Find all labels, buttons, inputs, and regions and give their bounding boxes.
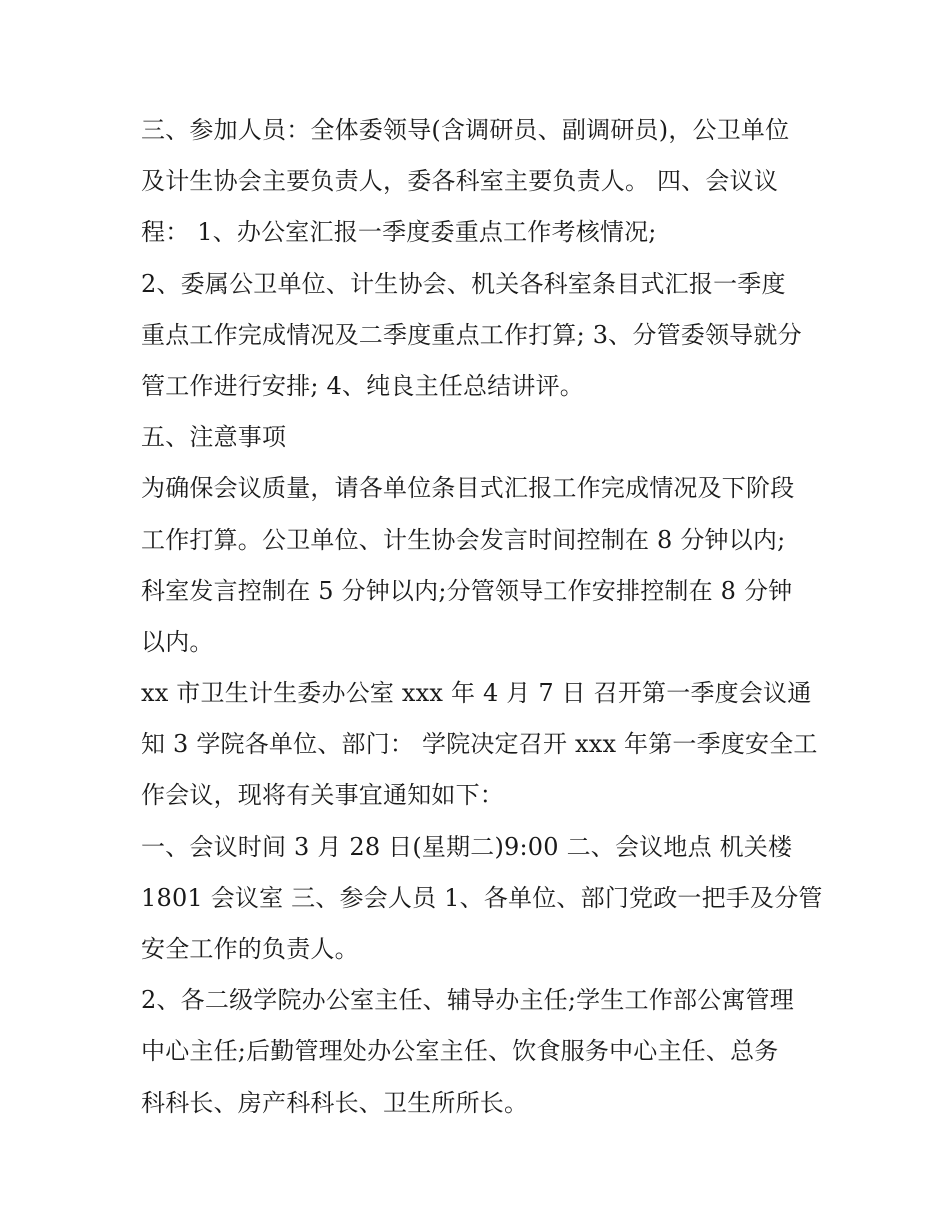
text-line: 知 3 学院各单位、部门： 学院决定召开 xxx 年第一季度安全工	[141, 730, 818, 759]
text-line: 管工作进行安排; 4、纯良主任总结讲评。	[141, 371, 584, 400]
text-line: 三、参加人员：全体委领导(含调研员、副调研员)，公卫单位	[141, 116, 790, 144]
text-line: xx 市卫生计生委办公室 xxx 年 4 月 7 日 召开第一季度会议通	[141, 679, 812, 708]
text-line: 科室发言控制在 5 分钟以内;分管领导工作安排控制在 8 分钟	[141, 576, 793, 605]
text-line: 以内。	[141, 627, 214, 656]
text-line: 及计生协会主要负责人，委各科室主要负责人。 四、会议议	[141, 167, 779, 196]
text-line: 科科长、房产科科长、卫生所所长。	[141, 1088, 529, 1117]
text-line: 安全工作的负责人。	[141, 935, 359, 963]
text-line: 重点工作完成情况及二季度重点工作打算; 3、分管委领导就分	[141, 320, 802, 349]
text-line: 1801 会议室 三、参会人员 1、各单位、部门党政一把手及分管	[141, 883, 823, 912]
document-body	[141, 105, 821, 1129]
text-line: 中心主任;后勤管理处办公室主任、饮食服务中心主任、总务	[141, 1037, 779, 1066]
text-line: 程： 1、办公室汇报一季度委重点工作考核情况;	[141, 218, 657, 247]
text-line: 2、各二级学院办公室主任、辅导办主任;学生工作部公寓管理	[141, 986, 794, 1015]
text-line: 一、会议时间 3 月 28 日(星期二)9:00 二、会议地点 机关楼	[141, 832, 793, 861]
text-line: 2、委属公卫单位、计生协会、机关各科室条目式汇报一季度	[141, 269, 786, 298]
section-heading: 五、注意事项	[141, 423, 287, 452]
text-line: 工作打算。公卫单位、计生协会发言时间控制在 8 分钟以内;	[141, 525, 786, 554]
text-line: 为确保会议质量，请各单位条目式汇报工作完成情况及下阶段	[141, 474, 795, 503]
text-line: 作会议，现将有关事宜通知如下：	[141, 781, 504, 810]
